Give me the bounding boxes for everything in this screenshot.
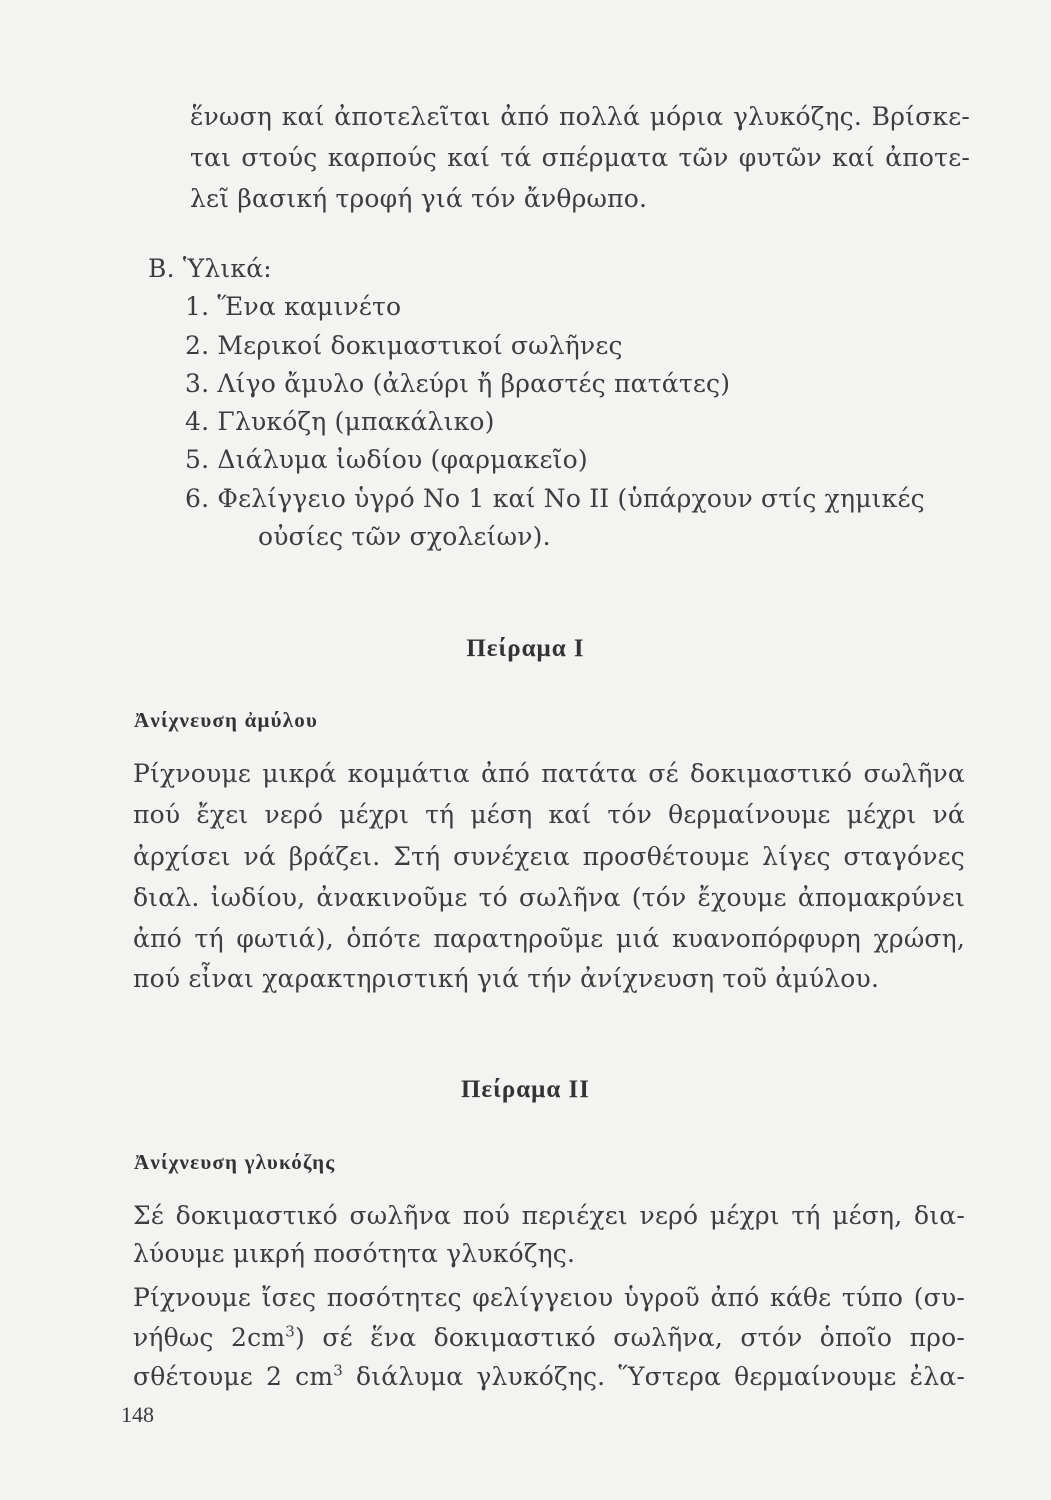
- experiment-2-line-4-end: ) σέ ἕνα δοκιμαστικό σωλῆνα, στόν ὁποῖο προ-: [294, 1323, 965, 1352]
- intro-line-2: ται στούς καρπούς καί τά σπέρματα τῶν φυτῶν καί ἀποτε-: [190, 143, 970, 172]
- materials-heading: Β. Ὑλικά:: [148, 254, 272, 283]
- intro-line-1: ἕνωση καί ἀποτελεῖται ἀπό πολλά μόρια γλυκόζης. Βρίσκε-: [190, 102, 970, 131]
- experiment-2-line-5-start: σθέτουμε 2 cm: [133, 1362, 334, 1391]
- experiment-2-line-5: [133, 1360, 965, 1394]
- materials-item-4: 4. Γλυκόζη (μπακάλικο): [185, 407, 495, 436]
- experiment-1-title: Πείραμα Ι: [466, 635, 585, 662]
- experiment-2-subtitle: Ἀνίχνευση γλυκόζης: [134, 1150, 336, 1174]
- experiment-2-line-4-start: νήθως 2cm: [133, 1323, 286, 1352]
- intro-line-3: λεῖ βασική τροφή γιά τόν ἄνθρωπο.: [190, 184, 648, 213]
- materials-item-1: 1. Ἕνα καμινέτο: [185, 292, 402, 321]
- experiment-1-line-1: Ρίχνουμε μικρά κομμάτια ἀπό πατάτα σέ δοκιμαστικό σωλῆνα: [133, 759, 965, 788]
- experiment-1-line-5: ἀπό τή φωτιά), ὁπότε παρατηροῦμε μιά κυανοπόρφυρη χρώση,: [133, 924, 965, 953]
- experiment-1-line-2: πού ἔχει νερό μέχρι τή μέση καί τόν θερμαίνουμε μέχρι νά: [133, 800, 965, 829]
- materials-item-6: 6. Φελίγγειο ὑγρό Νο 1 καί Νο ΙΙ (ὑπάρχουν στίς χημικές: [185, 484, 925, 513]
- experiment-1-line-4: διαλ. ἰωδίου, ἀνακινοῦμε τό σωλῆνα (τόν ἔχουμε ἀπομακρύνει: [133, 883, 965, 912]
- materials-item-2: 2. Μερικοί δοκιμαστικοί σωλῆνες: [185, 331, 623, 360]
- materials-item-5: 5. Διάλυμα ἰωδίου (φαρμακεῖο): [185, 445, 588, 474]
- experiment-2-title: Πείραμα ΙΙ: [460, 1076, 591, 1103]
- experiment-2-line-4: [133, 1321, 965, 1355]
- experiment-2-line-1: Σέ δοκιμαστικό σωλῆνα πού περιέχει νερό μέχρι τή μέση, δια-: [133, 1201, 965, 1230]
- materials-item-3: 3. Λίγο ἄμυλο (ἀλεύρι ἤ βραστές πατάτες): [185, 369, 731, 398]
- experiment-2-line-3: Ρίχνουμε ἴσες ποσότητες φελίγγειου ὑγροῦ ἀπό κάθε τύπο (συ-: [133, 1283, 965, 1312]
- cubic-superscript: 3: [285, 1322, 295, 1341]
- experiment-2-line-5-end: διάλυμα γλυκόζης. Ὕστερα θερμαίνουμε ἐλα-: [342, 1362, 965, 1391]
- page-number: 148: [121, 1402, 154, 1427]
- materials-item-6-continuation: οὐσίες τῶν σχολείων).: [258, 522, 551, 551]
- experiment-1-line-6: πού εἶναι χαρακτηριστική γιά τήν ἀνίχνευση τοῦ ἀμύλου.: [133, 964, 880, 993]
- cubic-superscript: 3: [333, 1361, 343, 1380]
- experiment-1-line-3: ἀρχίσει νά βράζει. Στή συνέχεια προσθέτουμε λίγες σταγόνες: [133, 842, 965, 871]
- experiment-1-subtitle: Ἀνίχνευση ἀμύλου: [134, 708, 319, 732]
- experiment-2-line-2: λύουμε μικρή ποσότητα γλυκόζης.: [133, 1239, 576, 1268]
